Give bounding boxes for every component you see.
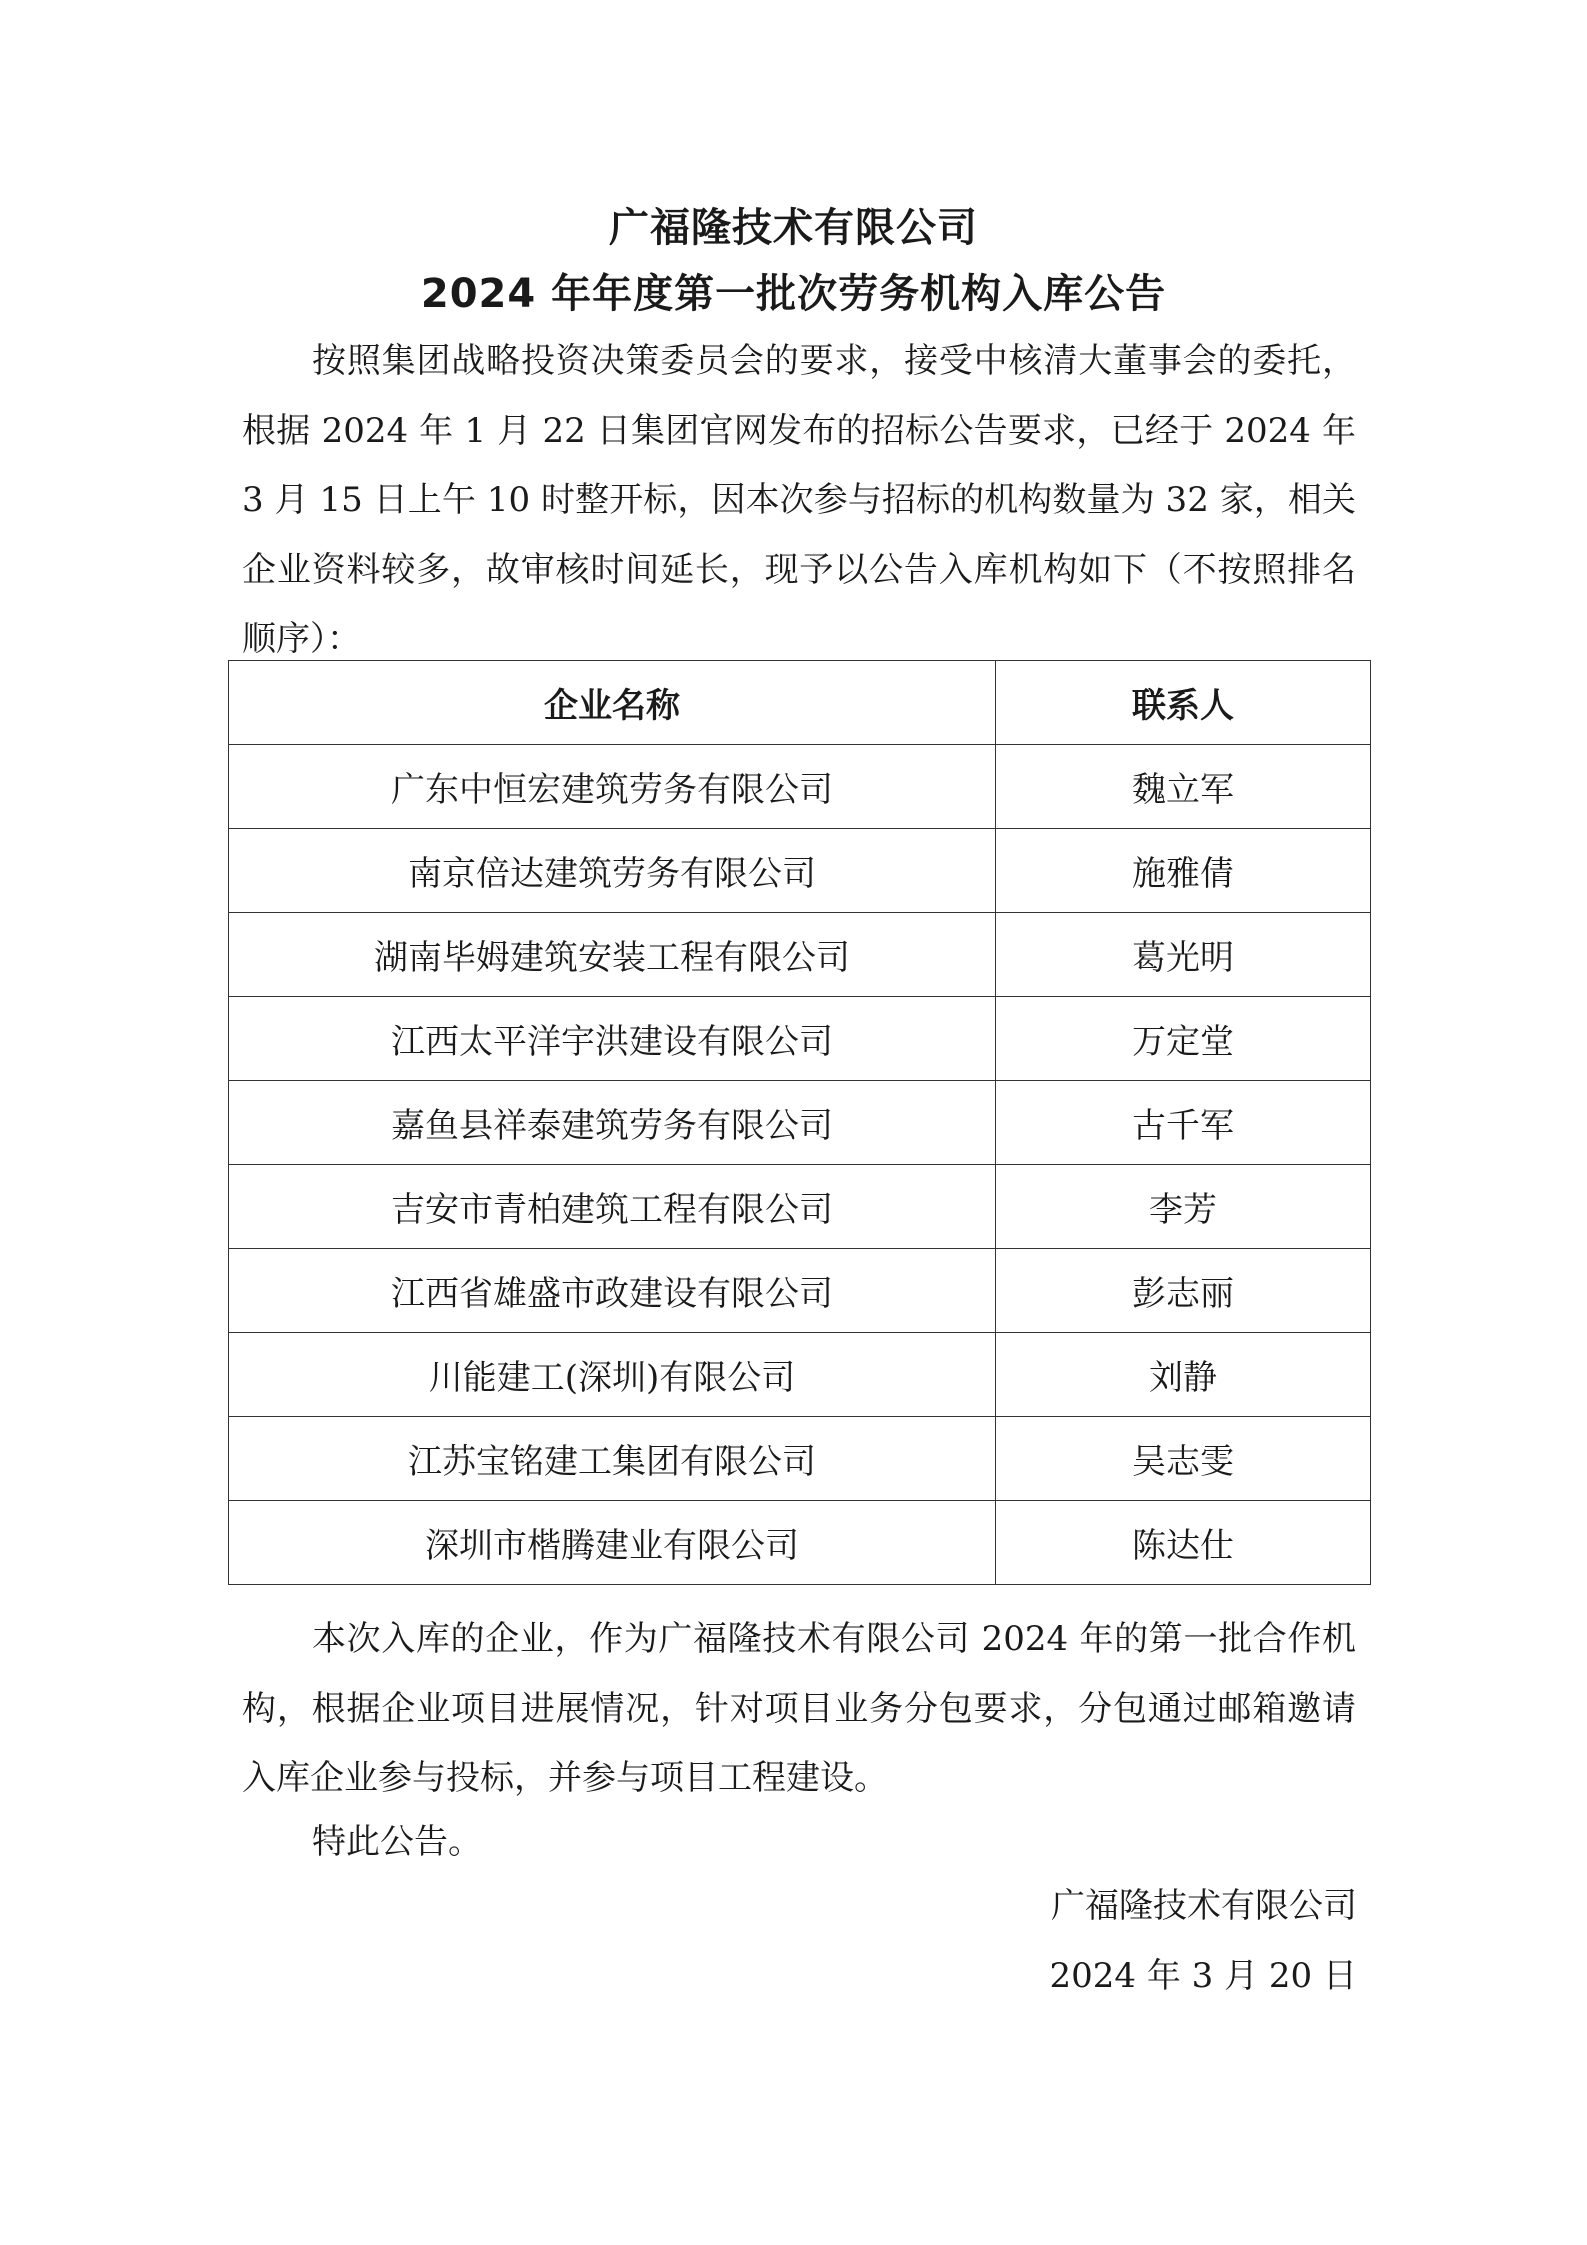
company-name-cell: 广东中恒宏建筑劳务有限公司 — [229, 745, 996, 829]
table-row — [229, 745, 1371, 829]
contact-name-cell: 李芳 — [996, 1165, 1371, 1249]
signature-company: 广福隆技术有限公司 — [1051, 1886, 1357, 1926]
contact-name-cell: 吴志雯 — [996, 1417, 1371, 1501]
company-name-cell: 吉安市青柏建筑工程有限公司 — [229, 1165, 996, 1249]
company-name-cell: 江苏宝铭建工集团有限公司 — [229, 1417, 996, 1501]
organization-table — [228, 660, 1371, 1585]
table-row — [229, 1249, 1371, 1333]
contact-name-cell: 彭志丽 — [996, 1249, 1371, 1333]
company-name-cell: 湖南毕姆建筑安装工程有限公司 — [229, 913, 996, 997]
company-name-cell: 川能建工(深圳)有限公司 — [229, 1333, 996, 1417]
document-title: 广福隆技术有限公司 — [609, 205, 978, 251]
table-row — [229, 829, 1371, 913]
intro-paragraph: 按照集团战略投资决策委员会的要求，接受中核清大董事会的委托，根据 2024 年 1 月 22 日集团官网发布的招标公告要求，已经于 2024 年 3 月 15 日上午 10 时整开标，因本次参与招标的机构数量为 32 家，相关企业资料较多，故审核时间延长，现予以公告入库机构如下（不按照排名顺序）： — [242, 341, 1356, 659]
table-row — [229, 1165, 1371, 1249]
company-name-cell: 南京倍达建筑劳务有限公司 — [229, 829, 996, 913]
table-row — [229, 997, 1371, 1081]
contact-name-cell: 古千军 — [996, 1081, 1371, 1165]
table-header-row — [229, 661, 1371, 745]
company-name-cell: 深圳市楷腾建业有限公司 — [229, 1501, 996, 1585]
table-row — [229, 1501, 1371, 1585]
column-header-company: 企业名称 — [229, 661, 996, 745]
closing-paragraph: 本次入库的企业，作为广福隆技术有限公司 2024 年的第一批合作机构，根据企业项目进展情况，针对项目业务分包要求，分包通过邮箱邀请入库企业参与投标，并参与项目工程建设。 — [242, 1619, 1356, 1798]
table-row — [229, 913, 1371, 997]
document-subtitle: 2024 年年度第一批次劳务机构入库公告 — [420, 271, 1167, 317]
contact-name-cell: 万定堂 — [996, 997, 1371, 1081]
notice-paragraph: 特此公告。 — [312, 1822, 482, 1862]
table-row — [229, 1333, 1371, 1417]
contact-name-cell: 刘静 — [996, 1333, 1371, 1417]
company-name-cell: 江西太平洋宇洪建设有限公司 — [229, 997, 996, 1081]
company-name-cell: 嘉鱼县祥泰建筑劳务有限公司 — [229, 1081, 996, 1165]
contact-name-cell: 葛光明 — [996, 913, 1371, 997]
contact-name-cell: 施雅倩 — [996, 829, 1371, 913]
column-header-contact: 联系人 — [996, 661, 1371, 745]
table-row — [229, 1417, 1371, 1501]
table-row — [229, 1081, 1371, 1165]
company-name-cell: 江西省雄盛市政建设有限公司 — [229, 1249, 996, 1333]
contact-name-cell: 陈达仕 — [996, 1501, 1371, 1585]
contact-name-cell: 魏立军 — [996, 745, 1371, 829]
signature-date: 2024 年 3 月 20 日 — [1049, 1956, 1357, 1996]
